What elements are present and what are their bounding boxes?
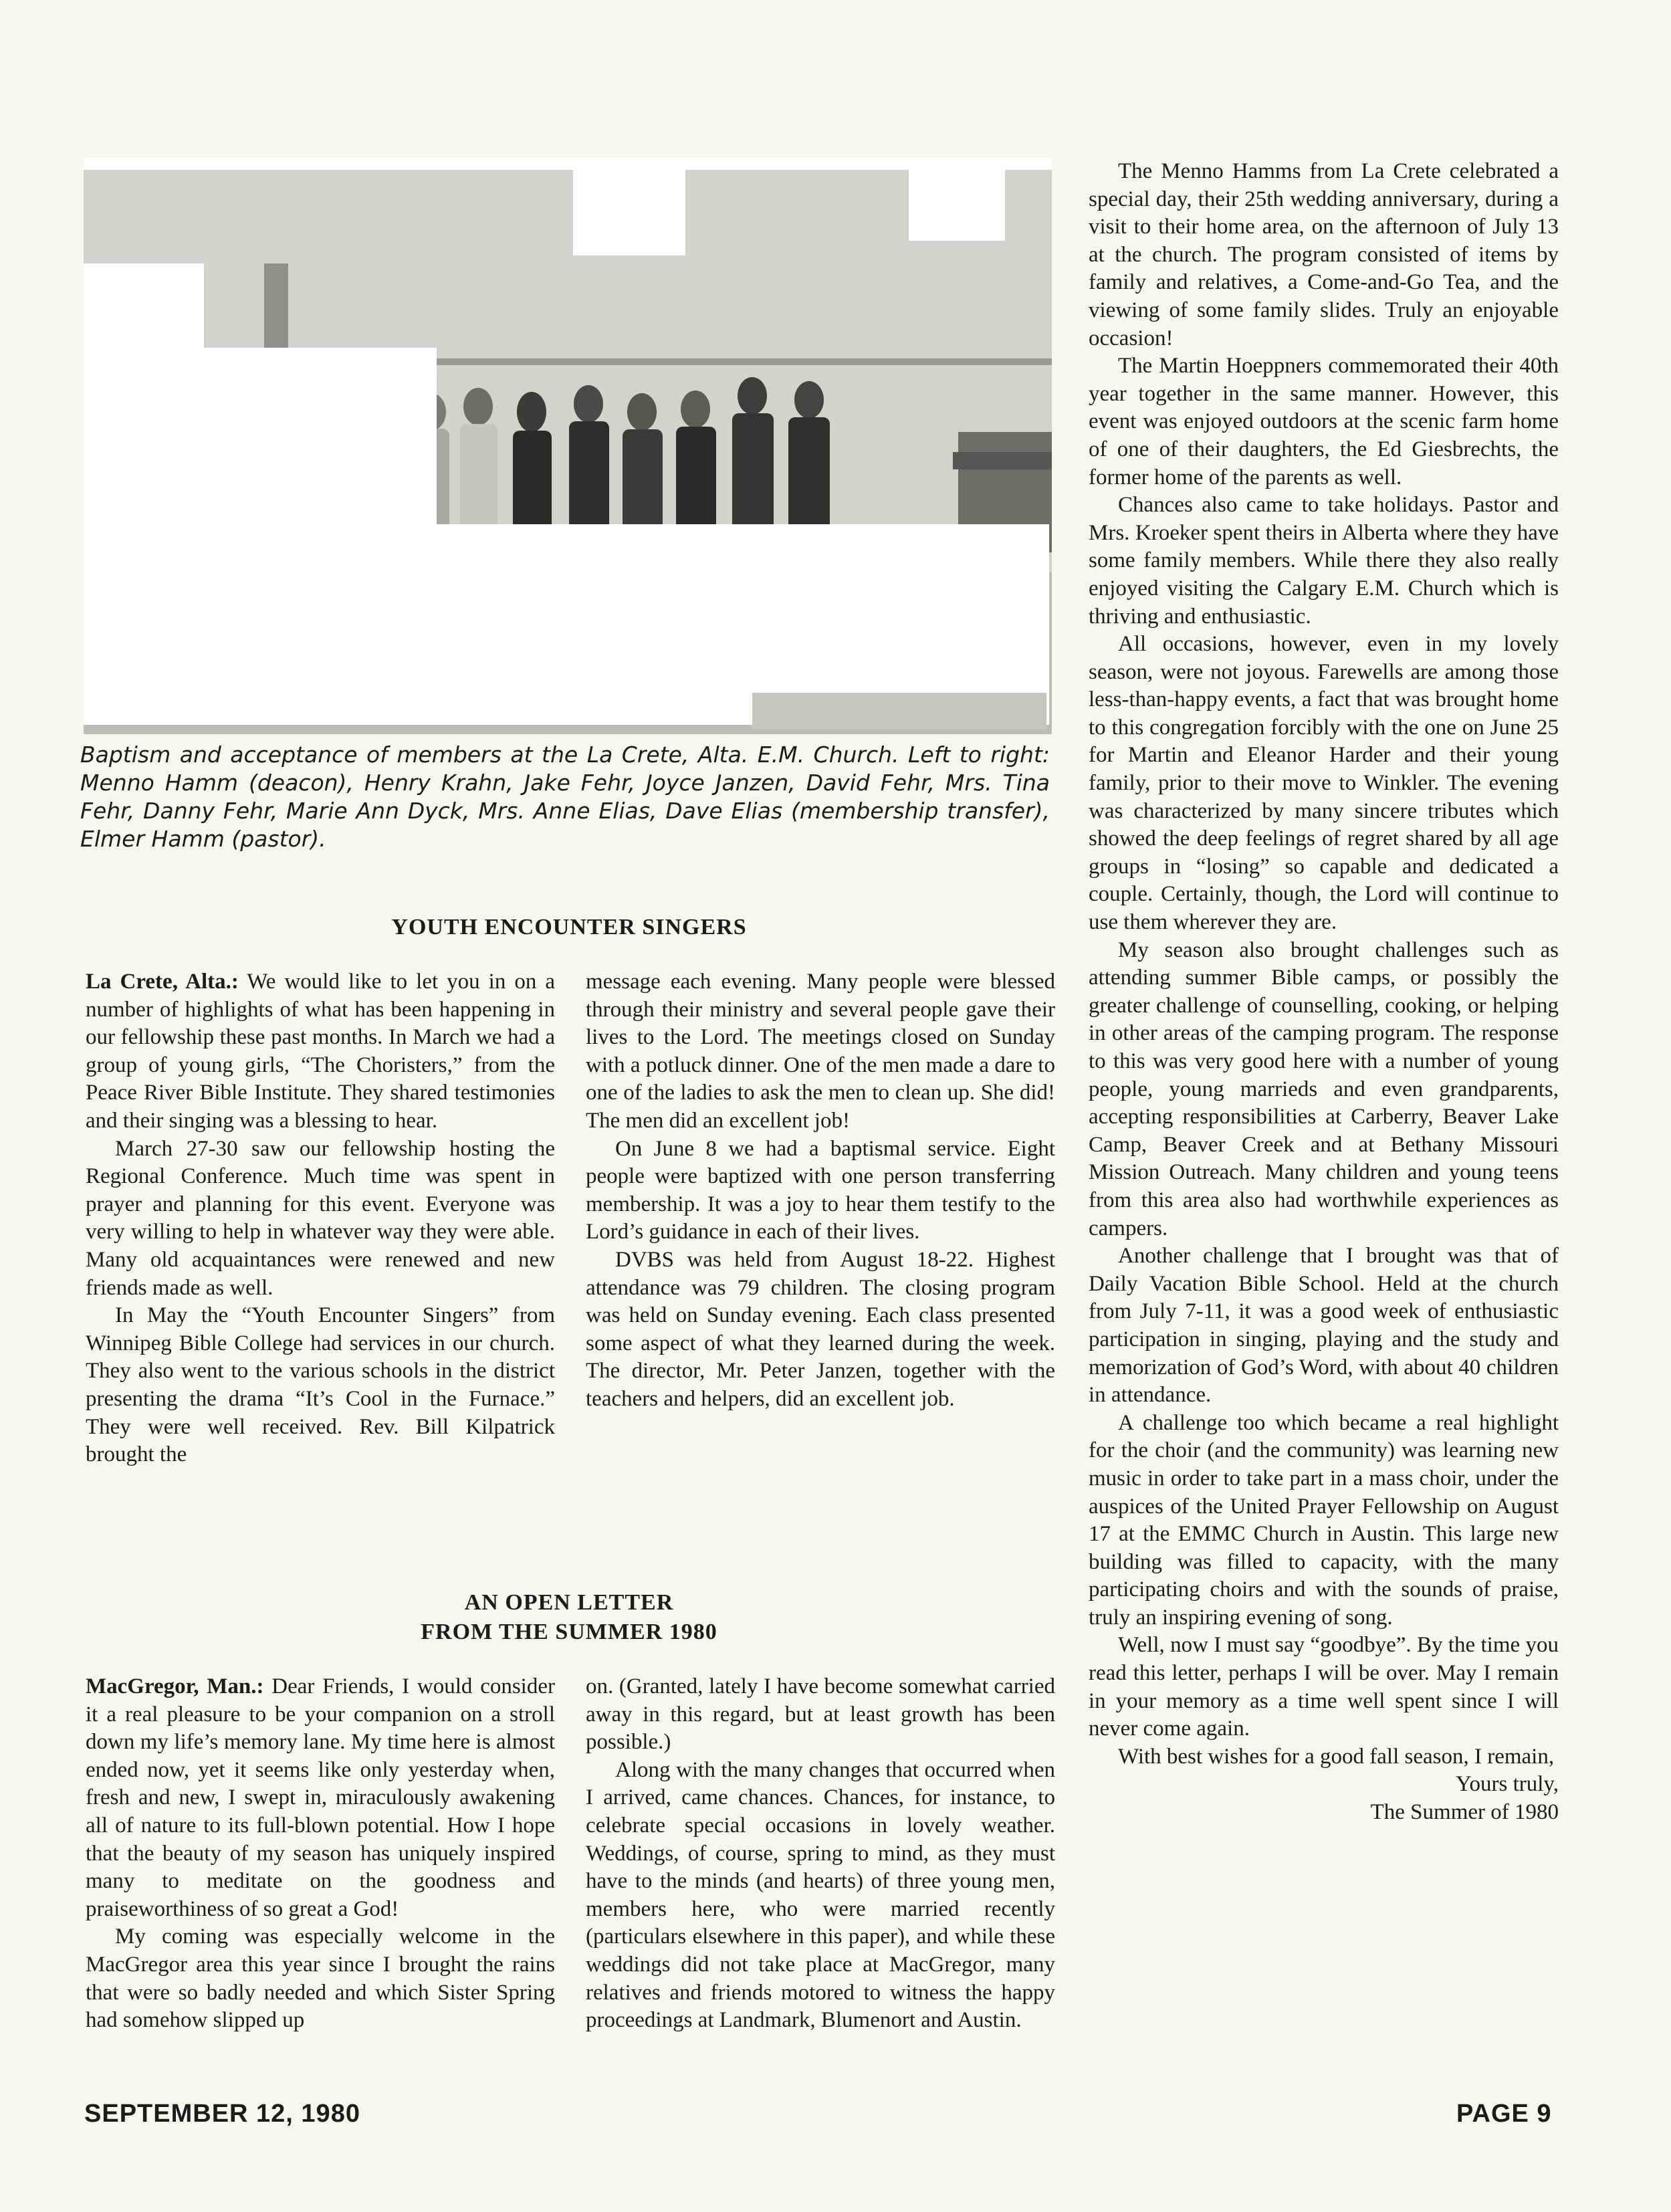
article2-paragraph: My coming was especially welcome in the MacGregor area this year since I brought the rains that were so badly needed and which Sister Spring had somehow slipped up (86, 1924, 555, 2033)
article2-column-1 (86, 1673, 555, 2035)
article1-paragraph: March 27-30 saw our fellowship hosting the Regional Conference. Much time was spent in prayer and planning for this event. Everyone was very willing to help in whatever way they were able. Many old acquaintances were renewed and new friends made as well. (86, 1136, 555, 1300)
article2-paragraph: Along with the many changes that occurred when I arrived, came chances. Chances, for instance, to celebrate special occasions in lovely weather. Weddings, of course, spring to mind, as they must have to the minds (and hearts) of three young men, members here, who were married recently (particulars elsewhere in this paper), and while these weddings did not take place at MacGregor, many relatives and friends motored to witness the happy proceedings at Landmark, Blumenort and Austin. (586, 1757, 1055, 2033)
article2-heading-line2: FROM THE SUMMER 1980 (421, 1620, 717, 1644)
article1-paragraph: In May the “Youth Encounter Singers” from Winnipeg Bible College had services in our church. They also went to the various schools in the district presenting the drama “It’s Cool in the Furnace.” They were well received. Rev. Bill Kilpatrick brought the (86, 1303, 555, 1467)
article1-lead: La Crete, Alta.: (86, 970, 239, 994)
footer-page-number: PAGE 9 (1456, 2100, 1552, 2128)
article2-column-2 (586, 1673, 1055, 2035)
article2-paragraph: Another challenge that I brought was that of Daily Vacation Bible School. Held at the church from July 7-11, it was a good week of enthusiastic participation in singing, playing and the study and memorization of God’s Word, with about 40 children in attendance. (1089, 1244, 1559, 1408)
article2-closing: Yours truly, (1455, 1772, 1559, 1797)
article2-paragraph: With best wishes for a good fall season, I remain, (1118, 1744, 1555, 1769)
article1-column-2 (586, 968, 1055, 1414)
article2-paragraph: on. (Granted, lately I have become somewhat carried away in this regard, but at least growth has been possible.) (586, 1674, 1055, 1755)
photo-caption: Baptism and acceptance of members at the La Crete, Alta. E.M. Church. Left to right: Menno Hamm (deacon), Henry Krahn, Jake Fehr, Joyce Janzen, David Fehr, Mrs. Tina Fehr, Danny Fehr, Marie Ann Dyck, Mrs. Anne Elias, Dave Elias (membership transfer), Elmer Hamm (pastor). (80, 742, 1050, 852)
article2-paragraph: Dear Friends, I would consider it a real pleasure to be your companion on a stroll down my life’s memory lane. My time here is almost ended now, yet it seems like only yesterday when, fresh and new, I swept in, miraculously awakening all of nature to its full-blown potential. How I hope that the beauty of my season has uniquely inspired many to meditate on the goodness and praiseworthiness of so great a God! (86, 1674, 555, 1921)
article2-paragraph: A challenge too which became a real highlight for the choir (and the community) was learning new music in order to take part in a mass choir, under the auspices of the United Prayer Fellowship on August 17 at the EMMC Church in Austin. This large new building was filled to capacity, with the many participating choirs and with the sounds of praise, truly an inspiring evening of song. (1089, 1410, 1559, 1630)
group-photo (84, 158, 1052, 734)
article1-heading: YOUTH ENCOUNTER SINGERS (391, 915, 747, 939)
article1-paragraph: We would like to let you in on a number of highlights of what has been happening in our fellowship these past months. In March we had a group of young girls, “The Choristers,” from the Peace River Bible Institute. They shared testimonies and their singing was a blessing to hear. (86, 970, 556, 1133)
article2-heading-line1: AN OPEN LETTER (464, 1590, 674, 1615)
article1-column-1 (86, 968, 555, 1469)
article1-paragraph: message each evening. Many people were blessed through their ministry and several people gave their lives to the Lord. The meetings closed on Sunday with a potluck dinner. One of the men made a dare to one of the ladies to ask the men to clean up. She did! The men did an excellent job! (586, 970, 1055, 1133)
photo-graphic (84, 158, 1052, 734)
article2-lead: MacGregor, Man.: (86, 1674, 264, 1698)
article2-paragraph: The Menno Hamms from La Crete celebrated a special day, their 25th wedding anniversary, during a visit to their home area, on the afternoon of July 13 at the church. The program consisted of items by family and relatives, a Come-and-Go Tea, and the viewing of some family slides. Truly an enjoyable occasion! (1089, 159, 1559, 350)
article2-paragraph: My season also brought challenges such as attending summer Bible camps, or possibly the greater challenge of counselling, cooking, or helping in other areas of the camping program. The response to this was very good here with a number of young people, young marrieds and even grandparents, accepting responsibilities at Carberry, Beaver Lake Camp, Beaver Creek and at Bethany Missouri Mission Outreach. Many children and young teens from this area also had worthwhile experiences as campers. (1089, 937, 1559, 1240)
article1-paragraph: On June 8 we had a baptismal service. Eight people were baptized with one person transferring membership. It was a joy to hear them testify to the Lord’s guidance in each of their lives. (586, 1136, 1055, 1244)
article2-column-3 (1089, 158, 1559, 1827)
article2-signature: The Summer of 1980 (1370, 1800, 1559, 1825)
article2-paragraph: Chances also came to take holidays. Pastor and Mrs. Kroeker spent theirs in Alberta where they have some family members. While there they also really enjoyed visiting the Calgary E.M. Church which is thriving and enthusiastic. (1089, 493, 1559, 629)
article1-paragraph: DVBS was held from August 18-22. Highest attendance was 79 children. The closing program was held on Sunday evening. Each class presented some aspect of what they learned during the week. The director, Mr. Peter Janzen, together with the teachers and helpers, did an excellent job. (586, 1247, 1055, 1411)
footer-date: SEPTEMBER 12, 1980 (84, 2100, 360, 2128)
article2-paragraph: All occasions, however, even in my lovely season, were not joyous. Farewells are among those less-than-happy events, a fact that was brought home to this congregation forcibly with the one on June 25 for Martin and Eleanor Harder and their young family, prior to their move to Winkler. The evening was characterized by many sincere tributes which showed the deep feelings of regret shared by all age groups in “losing” so capable and dedicated a couple. Certainly, though, the Lord will continue to use them wherever they are. (1089, 632, 1559, 935)
article2-paragraph: The Martin Hoeppners commemorated their 40th year together in the same manner. However, this event was enjoyed outdoors at the scenic farm home of one of their daughters, the Ed Giesbrechts, the former home of the parents as well. (1089, 354, 1559, 489)
article2-paragraph: Well, now I must say “goodbye”. By the time you read this letter, perhaps I will be over. May I remain in your memory as a time well spent since I will never come again. (1089, 1633, 1559, 1741)
